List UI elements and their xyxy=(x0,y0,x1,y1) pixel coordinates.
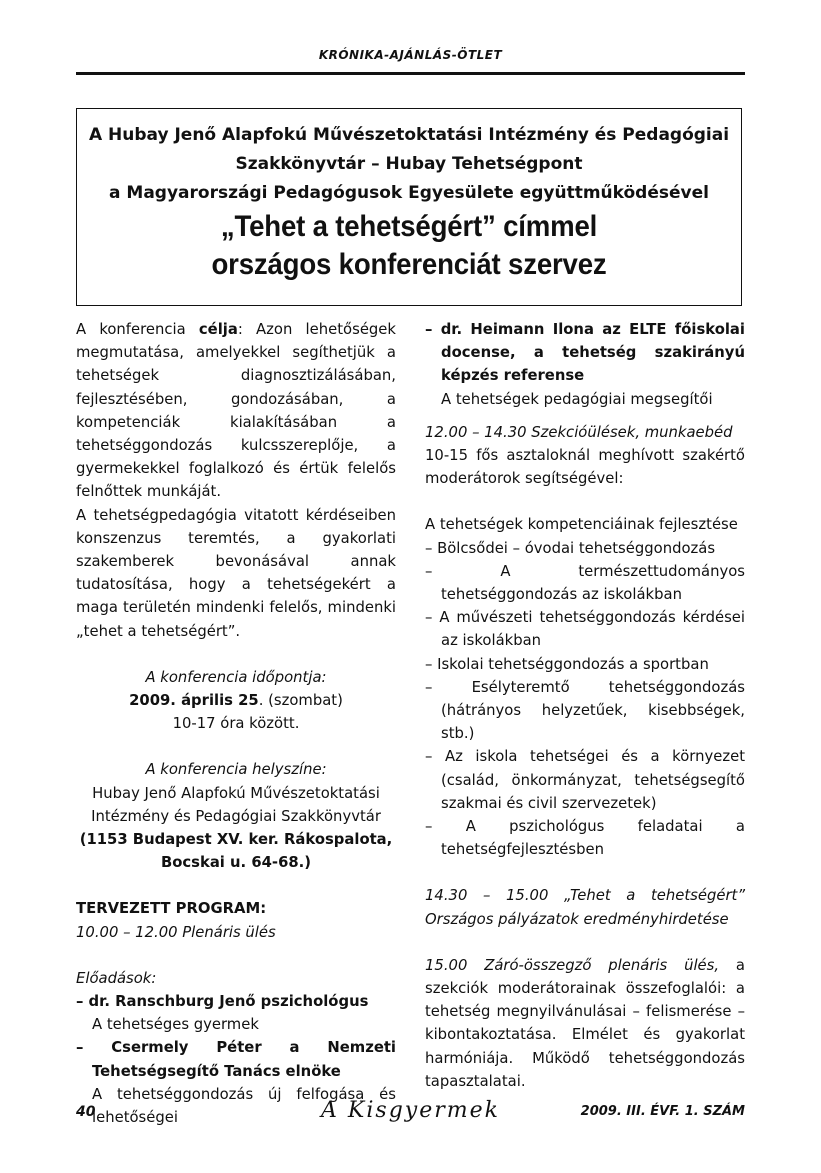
venue-line-3: (1153 Budapest XV. ker. Rákospalota, xyxy=(79,831,393,849)
magazine-name: A Kisgyermek xyxy=(321,1098,500,1123)
program-heading: TERVEZETT PROGRAM: xyxy=(76,900,267,918)
topic-item: – Az iskola tehetségei és a környezet (család, önkormányzat, tehetségsegítő szakmai és civil szervezetek) xyxy=(425,748,745,812)
speaker-2: – Csermely Péter a Nemzeti Tehetségsegítő Tanács elnöke xyxy=(76,1039,396,1080)
title-line-3: a Magyarországi Pedagógusok Egyesülete együttműködésével xyxy=(109,183,709,203)
issue-label: 2009. III. ÉVF. 1. SZÁM xyxy=(580,1104,745,1119)
topic-item: – A természettudományos tehetséggondozás az iskolákban xyxy=(425,562,745,604)
header-rule xyxy=(76,72,745,75)
closing-paragraph xyxy=(425,954,745,1093)
goal-prefix: A konferencia xyxy=(76,321,199,338)
topic-item: – A művészeti tehetséggondozás kérdései az iskolákban xyxy=(425,609,745,650)
page-number: 40 xyxy=(76,1104,96,1120)
title-main-1: „Tehet a tehetségért” címmel xyxy=(220,210,598,243)
title-box xyxy=(76,108,742,306)
goal-keyword: célja xyxy=(198,321,238,338)
topic-item: – A pszichológus feladatai a tehetségfejlesztésben xyxy=(425,818,745,859)
sessions-time: 12.00 – 14.30 Szekcióülések, munkaebéd xyxy=(425,423,733,441)
goal-paragraph xyxy=(76,318,396,504)
speaker-1: – dr. Ranschburg Jenő pszichológus xyxy=(76,993,369,1011)
talks-label: Előadások: xyxy=(76,969,157,987)
section-header: KRÓNIKA-AJÁNLÁS-ÖTLET xyxy=(318,48,503,62)
right-column xyxy=(425,318,745,1093)
hours-line: 10-17 óra között. xyxy=(172,715,300,733)
talk-1: A tehetséges gyermek xyxy=(92,1016,259,1034)
talk-2: A tehetséggondozás új felfogása és lehetőségei xyxy=(92,1085,396,1127)
talk-3: A tehetségek pedagógiai megsegítői xyxy=(441,390,713,408)
consensus-paragraph: A tehetségpedagógia vitatott kérdéseiben konszenzus teremtés, a gyakorlati szakemberek bevonásával annak tudatosítása, hogy a tehetségekért a maga területén mindenki felelős, mindenki „tehet a tehetségért”. xyxy=(76,506,396,640)
title-main-2: országos konferenciát szervez xyxy=(211,248,607,281)
title-line-1: A Hubay Jenő Alapfokú Művészetoktatási Intézmény és Pedagógiai xyxy=(88,125,730,145)
goal-text: : Azon lehetőségek megmutatása, amelyekkel segíthetjük a tehetségek diagnosztizálásában, fejlesztésében, gondozásában, a kompetenciák kialakításában a tehetséggondozás kulcsszereplője, a gyermekekkel foglalkozó és értük felelős felnőttek munkáját. xyxy=(76,321,396,501)
speaker-3: – dr. Heimann Ilona az ELTE főiskolai docense, a tehetség szakirányú képzés referense xyxy=(425,321,745,385)
time-label: A konferencia időpontja: xyxy=(145,668,327,686)
venue-line-2: Intézmény és Pedagógiai Szakkönyvtár xyxy=(91,807,381,825)
topic-item: – Esélyteremtő tehetséggondozás (hátrányos helyzetűek, kisebbségek, stb.) xyxy=(425,678,745,743)
closing-time: 15.00 Záró-összegző plenáris ülés, xyxy=(425,956,720,974)
date-rest: . (szombat) xyxy=(258,692,343,710)
topic-item: – Iskolai tehetséggondozás a sportban xyxy=(425,655,709,673)
left-column xyxy=(76,318,396,1129)
plenary-line: 10.00 – 12.00 Plenáris ülés xyxy=(76,923,276,941)
results-line: 14.30 – 15.00 „Tehet a tehetségért” Országos pályázatok eredményhirdetése xyxy=(425,887,745,928)
venue-label: A konferencia helyszíne: xyxy=(145,761,327,779)
closing-text: a szekciók moderátorainak összefoglalói: a tehetség megnyilvánulásai – felismerése – kibontakoztatása. Elmélet és gyakorlat harmóniája. Működő tehetséggondozás tapasztalatai. xyxy=(425,956,745,1090)
date-line xyxy=(76,689,396,712)
title-line-2: Szakkönyvtár – Hubay Tehetségpont xyxy=(235,154,583,174)
date-bold: 2009. április 25 xyxy=(129,692,259,710)
topic-item: – Bölcsődei – óvodai tehetséggondozás xyxy=(425,539,716,557)
sessions-desc: 10-15 fős asztaloknál meghívott szakértő moderátorok segítségével: xyxy=(425,447,745,488)
topics-heading: A tehetségek kompetenciáinak fejlesztése xyxy=(425,516,738,534)
venue-line-4: Bocskai u. 64-68.) xyxy=(160,854,312,872)
venue-line-1: Hubay Jenő Alapfokú Művészetoktatási xyxy=(92,784,380,802)
